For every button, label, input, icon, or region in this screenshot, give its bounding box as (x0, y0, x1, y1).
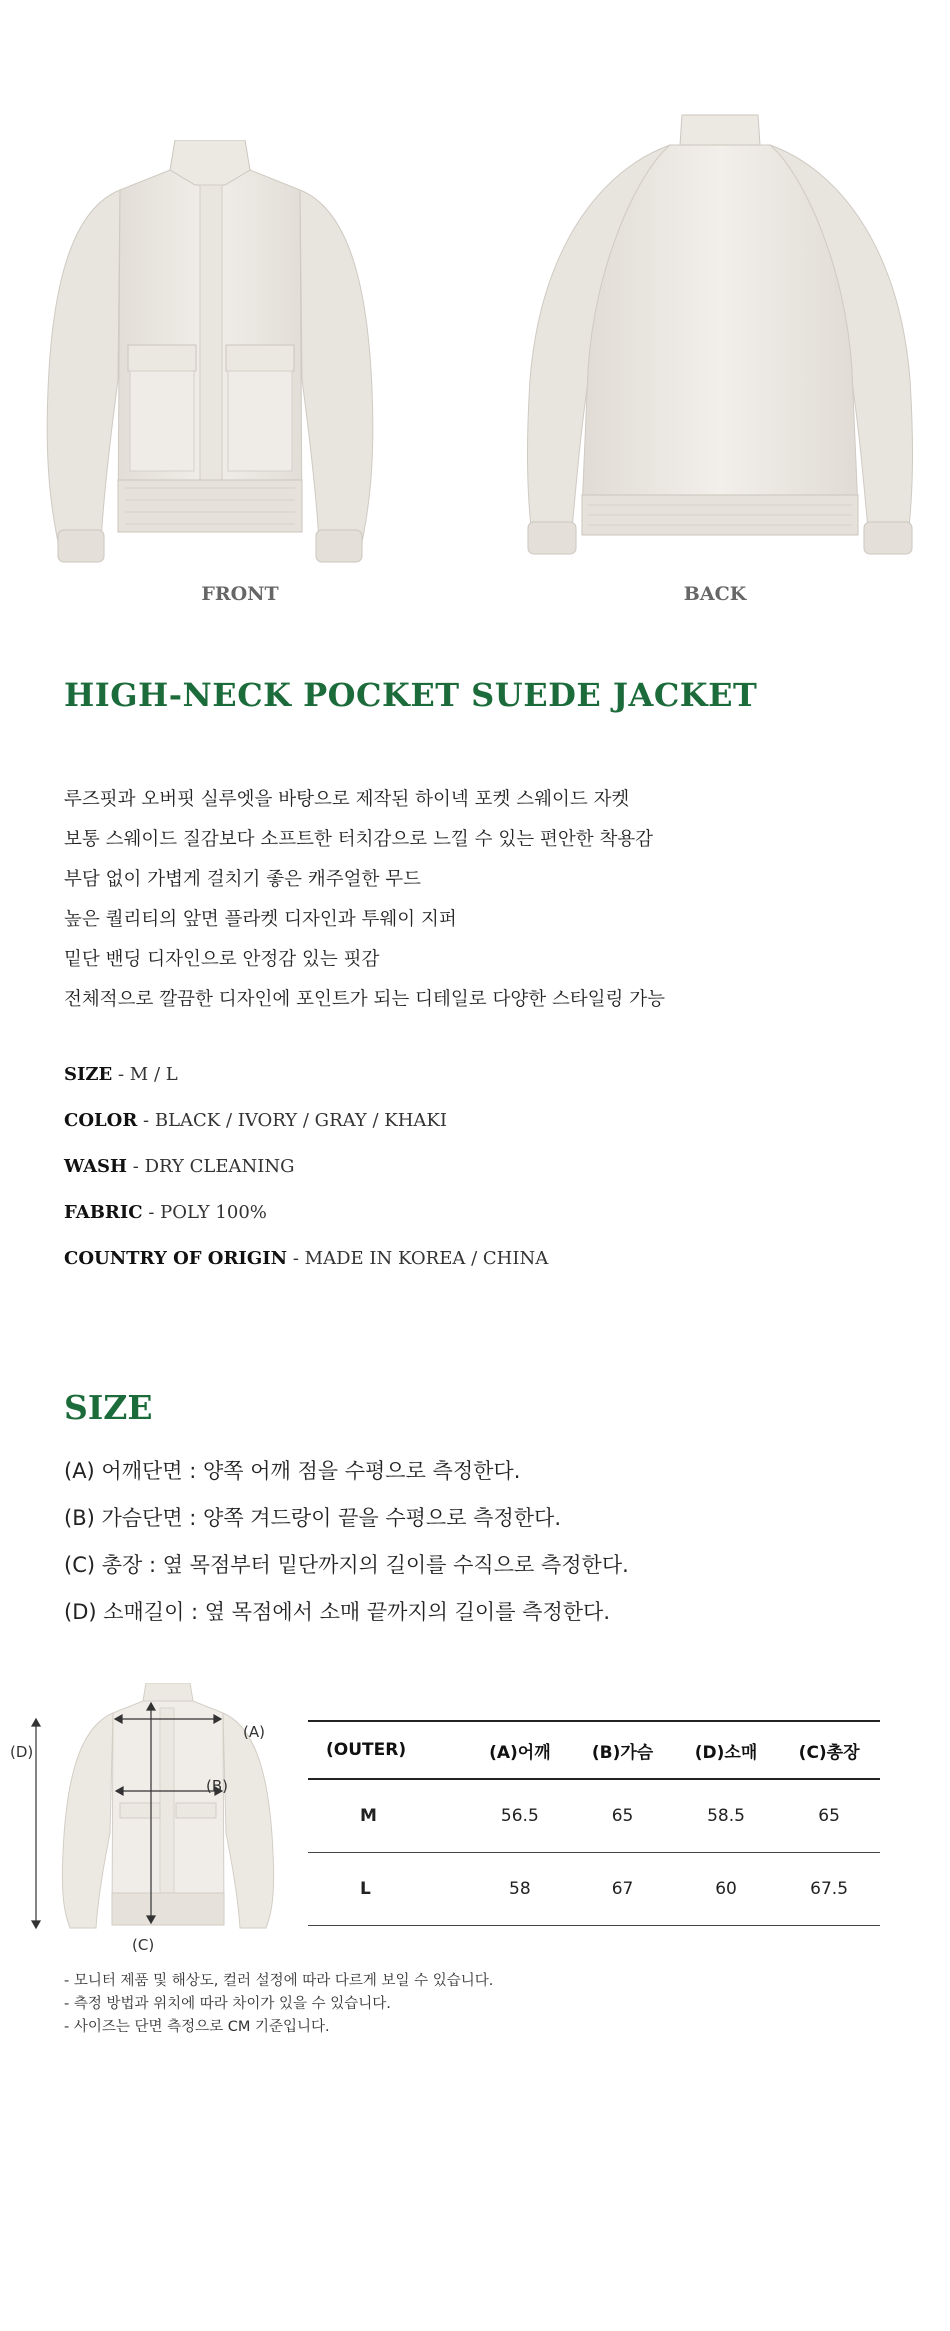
size-table (308, 1720, 880, 1926)
measurement-line: (C) 총장 : 옆 목점부터 밑단까지의 길이를 수직으로 측정한다. (64, 1553, 629, 1577)
size-section-title: SIZE (64, 1388, 153, 1427)
size-notes (64, 1970, 493, 2039)
description-line: 전체적으로 깔끔한 디자인에 포인트가 되는 디테일로 다양한 스타일링 가능 (64, 989, 666, 1010)
measurement-line: (B) 가슴단면 : 양쪽 겨드랑이 끝을 수평으로 측정한다. (64, 1506, 561, 1530)
back-label: BACK (683, 583, 747, 605)
note-line: - 모니터 제품 및 해상도, 컬러 설정에 따라 다르게 보일 수 있습니다. (64, 1973, 494, 1989)
table-row (308, 1853, 880, 1926)
size-cell: 58 (468, 1853, 571, 1926)
spec-color: COLOR - BLACK / IVORY / GRAY / KHAKI (64, 1110, 447, 1131)
measurement-guide (64, 1448, 629, 1636)
description-line: 밑단 밴딩 디자인으로 안정감 있는 핏감 (64, 949, 380, 970)
size-cell: L (308, 1853, 468, 1926)
measurement-line: (A) 어깨단면 : 양쪽 어깨 점을 수평으로 측정한다. (64, 1459, 521, 1483)
jacket-front-image (40, 140, 380, 580)
description-line: 높은 퀄리티의 앞면 플라켓 디자인과 투웨이 지퍼 (64, 909, 457, 930)
size-cell: 58.5 (674, 1779, 778, 1853)
size-table-header: (OUTER) (308, 1721, 468, 1779)
spec-fabric: FABRIC - POLY 100% (64, 1202, 267, 1223)
jacket-back-image (520, 110, 920, 580)
size-table-header: (C)총장 (778, 1721, 880, 1779)
product-description (64, 780, 665, 1020)
product-specs (64, 1052, 548, 1282)
description-line: 보통 스웨이드 질감보다 소프트한 터치감으로 느낄 수 있는 편안한 착용감 (64, 829, 654, 850)
size-table-header: (D)소매 (674, 1721, 778, 1779)
size-diagram (8, 1683, 288, 1953)
size-table-header: (B)가슴 (571, 1721, 674, 1779)
size-cell: 67.5 (778, 1853, 880, 1926)
diagram-label-c: (C) (132, 1936, 155, 1954)
spec-wash: WASH - DRY CLEANING (64, 1156, 295, 1177)
description-line: 루즈핏과 오버핏 실루엣을 바탕으로 제작된 하이넥 포켓 스웨이드 자켓 (64, 789, 630, 810)
diagram-label-b: (B) (206, 1777, 228, 1795)
size-table-header: (A)어깨 (468, 1721, 571, 1779)
size-cell: M (308, 1779, 468, 1853)
size-cell: 65 (571, 1779, 674, 1853)
measurement-line: (D) 소매길이 : 옆 목점에서 소매 끝까지의 길이를 측정한다. (64, 1600, 610, 1624)
front-label: FRONT (201, 583, 279, 605)
diagram-label-a: (A) (243, 1723, 265, 1741)
spec-origin: COUNTRY OF ORIGIN - MADE IN KOREA / CHINA (64, 1248, 549, 1269)
diagram-label-d: (D) (10, 1743, 34, 1761)
description-line: 부담 없이 가볍게 걸치기 좋은 캐주얼한 무드 (64, 869, 421, 890)
product-title: HIGH-NECK POCKET SUEDE JACKET (64, 676, 758, 714)
size-cell: 56.5 (468, 1779, 571, 1853)
spec-size: SIZE - M / L (64, 1064, 178, 1085)
size-cell: 65 (778, 1779, 880, 1853)
size-cell: 60 (674, 1853, 778, 1926)
note-line: - 사이즈는 단면 측정으로 CM 기준입니다. (64, 2019, 330, 2035)
size-cell: 67 (571, 1853, 674, 1926)
size-table-header-row (308, 1721, 880, 1779)
note-line: - 측정 방법과 위치에 따라 차이가 있을 수 있습니다. (64, 1996, 391, 2012)
table-row (308, 1779, 880, 1853)
